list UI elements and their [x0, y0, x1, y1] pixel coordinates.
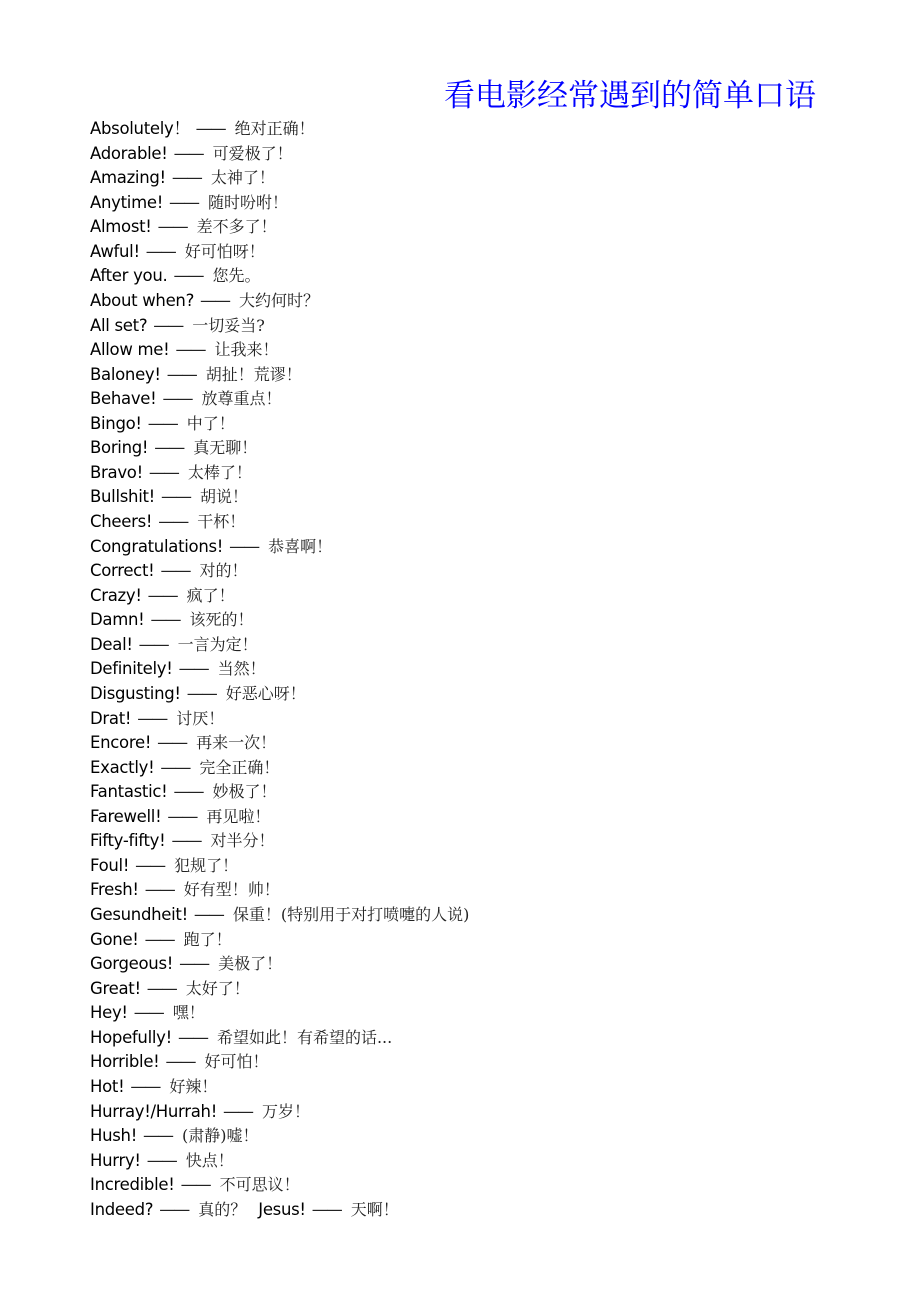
english-phrase: Deal! — [90, 634, 133, 654]
chinese-translation: 犯规了！ — [174, 855, 239, 875]
phrase-entry — [90, 166, 469, 191]
chinese-translation: 让我来！ — [214, 340, 279, 360]
english-phrase: Hurray!/Hurrah! — [90, 1101, 218, 1121]
dash-separator: —— — [179, 954, 209, 974]
chinese-translation: 好有型！帅！ — [183, 880, 280, 900]
english-phrase: All set? — [90, 315, 148, 335]
dash-separator: —— — [171, 831, 201, 851]
phrase-entry — [90, 461, 469, 486]
phrase-entry — [90, 952, 469, 977]
title-text: 看电影经常遇到的简单口语 — [444, 78, 816, 114]
dash-separator: —— — [150, 610, 180, 630]
dash-separator: —— — [144, 880, 174, 900]
phrase-entry — [90, 1075, 469, 1100]
dash-separator: —— — [158, 512, 188, 531]
phrase-entry — [90, 485, 469, 510]
chinese-translation: 差不多了！ — [196, 217, 277, 237]
chinese-translation: 天啊！ — [350, 1199, 399, 1219]
phrase-entry — [90, 412, 469, 437]
phrase-entry — [90, 1001, 469, 1026]
english-phrase: Hush! — [90, 1126, 138, 1146]
phrase-entry — [90, 436, 469, 461]
english-phrase: Crazy! — [90, 585, 142, 605]
phrase-entry — [90, 1149, 469, 1174]
english-phrase: About when? — [90, 290, 195, 310]
english-phrase: Damn! — [90, 610, 145, 630]
phrase-entry — [90, 731, 469, 756]
english-phrase: Baloney! — [90, 364, 161, 384]
chinese-translation: 跑了！ — [183, 929, 232, 949]
chinese-translation: 再来一次！ — [196, 733, 277, 753]
english-phrase: Bingo! — [90, 413, 142, 433]
phrase-entry — [90, 682, 469, 707]
english-phrase: Farewell! — [90, 806, 162, 826]
english-phrase: Jesus! — [258, 1199, 306, 1219]
english-phrase: Hopefully! — [90, 1027, 172, 1047]
dash-separator: —— — [157, 217, 187, 237]
phrase-entry — [90, 707, 469, 732]
english-phrase: Disgusting! — [90, 683, 181, 703]
dash-separator: —— — [157, 733, 187, 753]
english-phrase: Hot! — [90, 1076, 125, 1096]
chinese-translation: 疯了！ — [186, 585, 235, 605]
phrase-entry — [90, 387, 469, 412]
chinese-translation: 对的！ — [199, 561, 248, 581]
chinese-translation: 保重！(特别用于对打喷嚏的人说) — [232, 905, 470, 924]
phrase-entry — [90, 854, 469, 879]
english-phrase: Congratulations! — [90, 536, 224, 556]
phrase-entry — [90, 1100, 469, 1125]
phrase-entry — [90, 215, 469, 240]
dash-separator: —— — [133, 1003, 163, 1023]
english-phrase: Cheers! — [90, 512, 153, 531]
english-phrase: Behave! — [90, 389, 157, 409]
dash-separator: —— — [146, 978, 176, 998]
english-phrase: Fresh! — [90, 880, 139, 900]
english-phrase: Gone! — [90, 929, 139, 949]
phrase-entry — [90, 314, 469, 339]
chinese-translation: 讨厌！ — [176, 708, 225, 728]
chinese-translation: (肃静)嘘！ — [182, 1126, 259, 1146]
dash-separator: —— — [195, 119, 225, 138]
dash-separator: —— — [173, 266, 203, 286]
chinese-translation: 嘿！ — [172, 1003, 205, 1023]
english-phrase: Hey! — [90, 1003, 128, 1023]
dash-separator: —— — [138, 634, 168, 654]
chinese-translation: 胡说！ — [199, 487, 248, 507]
phrase-entry — [90, 535, 469, 560]
dash-separator: —— — [229, 536, 259, 556]
chinese-translation: 随时吩咐！ — [208, 192, 289, 212]
chinese-translation: 对半分！ — [210, 831, 275, 851]
dash-separator: —— — [146, 1150, 176, 1170]
dash-separator: —— — [200, 290, 230, 310]
english-phrase: Boring! — [90, 438, 149, 458]
chinese-translation: 放尊重点！ — [201, 389, 282, 409]
phrase-entry — [90, 633, 469, 658]
dash-separator: —— — [311, 1199, 341, 1219]
english-phrase: Fantastic! — [90, 782, 168, 802]
dash-separator: —— — [159, 1199, 189, 1219]
document-title — [0, 76, 816, 116]
phrase-entry — [90, 878, 469, 903]
chinese-translation: 一切妥当? — [192, 315, 265, 335]
chinese-translation: 您先。 — [212, 266, 261, 286]
english-phrase: Indeed? — [90, 1199, 154, 1219]
phrase-entry — [90, 559, 469, 584]
english-phrase: Gorgeous! — [90, 954, 174, 974]
dash-separator: —— — [148, 462, 178, 482]
dash-separator: —— — [178, 659, 208, 679]
dash-separator: —— — [166, 364, 196, 384]
phrase-entry — [90, 264, 469, 289]
phrase-entry — [90, 1198, 469, 1223]
dash-separator: —— — [160, 561, 190, 581]
dash-separator: —— — [160, 487, 190, 507]
phrase-entry — [90, 1026, 469, 1051]
phrase-entry — [90, 805, 469, 830]
phrase-entry — [90, 338, 469, 363]
chinese-translation: 不可思议！ — [219, 1175, 300, 1195]
phrase-entry — [90, 584, 469, 609]
chinese-translation: 一言为定！ — [177, 634, 258, 654]
chinese-translation: 妙极了！ — [212, 782, 277, 802]
dash-separator: —— — [169, 192, 199, 212]
phrase-entry — [90, 1124, 469, 1149]
phrase-entry — [90, 1173, 469, 1198]
dash-separator: —— — [162, 389, 192, 409]
english-phrase: Fifty-fifty! — [90, 831, 166, 851]
dash-separator: —— — [137, 708, 167, 728]
english-phrase: Foul! — [90, 855, 130, 875]
chinese-translation: 绝对正确！ — [234, 119, 315, 138]
english-phrase: Exactly! — [90, 757, 155, 777]
chinese-translation: 万岁！ — [262, 1101, 311, 1121]
phrase-entry — [90, 191, 469, 216]
dash-separator: —— — [186, 683, 216, 703]
english-phrase: Incredible! — [90, 1175, 175, 1195]
phrase-entry — [90, 977, 469, 1002]
english-phrase: Amazing! — [90, 168, 166, 188]
dash-separator: —— — [193, 905, 223, 924]
english-phrase: Bullshit! — [90, 487, 155, 507]
phrase-entry — [90, 903, 469, 928]
dash-separator: —— — [145, 241, 175, 261]
phrase-entry — [90, 510, 469, 535]
dash-separator: —— — [175, 340, 205, 360]
dash-separator: —— — [154, 438, 184, 458]
chinese-translation: 当然！ — [217, 659, 266, 679]
english-phrase: Bravo! — [90, 462, 143, 482]
dash-separator: —— — [147, 413, 177, 433]
chinese-translation: 好辣！ — [169, 1076, 218, 1096]
phrase-entry — [90, 928, 469, 953]
chinese-translation: 希望如此！有希望的话... — [216, 1027, 393, 1047]
english-phrase: Awful! — [90, 241, 140, 261]
dash-separator: —— — [173, 782, 203, 802]
dash-separator: —— — [143, 1126, 173, 1146]
dash-separator: —— — [167, 806, 197, 826]
english-phrase: Anytime! — [90, 192, 164, 212]
chinese-translation: 大约何时？ — [239, 290, 320, 310]
phrase-entry — [90, 289, 469, 314]
phrase-entry — [90, 608, 469, 633]
dash-separator: —— — [165, 1052, 195, 1072]
english-phrase: Allow me! — [90, 340, 170, 360]
chinese-translation: 太棒了！ — [187, 462, 252, 482]
english-phrase: Adorable! — [90, 143, 168, 163]
chinese-translation: 恭喜啊！ — [268, 536, 333, 556]
english-phrase: Horrible! — [90, 1052, 160, 1072]
phrase-entry — [90, 1050, 469, 1075]
chinese-translation: 好可怕呀！ — [184, 241, 265, 261]
dash-separator: —— — [144, 929, 174, 949]
english-phrase: Hurry! — [90, 1150, 141, 1170]
chinese-translation: 中了！ — [186, 413, 235, 433]
dash-separator: —— — [223, 1101, 253, 1121]
phrase-entry — [90, 756, 469, 781]
english-phrase: Absolutely！ — [90, 119, 190, 138]
phrase-list — [90, 117, 469, 1222]
dash-separator: —— — [130, 1076, 160, 1096]
chinese-translation: 干杯！ — [197, 512, 246, 531]
chinese-translation: 可爱极了！ — [212, 143, 293, 163]
chinese-translation: 该死的！ — [189, 610, 254, 630]
english-phrase: After you. — [90, 266, 168, 286]
phrase-entry — [90, 363, 469, 388]
english-phrase: Correct! — [90, 561, 155, 581]
phrase-entry — [90, 657, 469, 682]
dash-separator: —— — [173, 143, 203, 163]
chinese-translation: 胡扯！荒谬！ — [205, 364, 302, 384]
dash-separator: —— — [160, 757, 190, 777]
dash-separator: —— — [135, 855, 165, 875]
chinese-translation: 太神了！ — [210, 168, 275, 188]
chinese-translation: 完全正确！ — [199, 757, 280, 777]
chinese-translation: 真无聊！ — [193, 438, 258, 458]
chinese-translation: 好可怕！ — [204, 1052, 269, 1072]
english-phrase: Encore! — [90, 733, 152, 753]
chinese-translation: 再见啦！ — [206, 806, 271, 826]
phrase-entry — [90, 117, 469, 142]
dash-separator: —— — [147, 585, 177, 605]
chinese-translation: 快点！ — [185, 1150, 234, 1170]
english-phrase: Gesundheit! — [90, 905, 188, 924]
chinese-translation: 太好了！ — [185, 978, 250, 998]
english-phrase: Great! — [90, 978, 141, 998]
phrase-entry — [90, 142, 469, 167]
phrase-entry — [90, 240, 469, 265]
dash-separator: —— — [177, 1027, 207, 1047]
chinese-translation: 好恶心呀！ — [225, 683, 306, 703]
chinese-translation: 美极了！ — [218, 954, 283, 974]
phrase-entry — [90, 780, 469, 805]
english-phrase: Almost! — [90, 217, 152, 237]
dash-separator: —— — [153, 315, 183, 335]
english-phrase: Definitely! — [90, 659, 173, 679]
dash-separator: —— — [171, 168, 201, 188]
english-phrase: Drat! — [90, 708, 132, 728]
dash-separator: —— — [180, 1175, 210, 1195]
chinese-translation: 真的？ — [198, 1199, 247, 1219]
phrase-entry — [90, 829, 469, 854]
